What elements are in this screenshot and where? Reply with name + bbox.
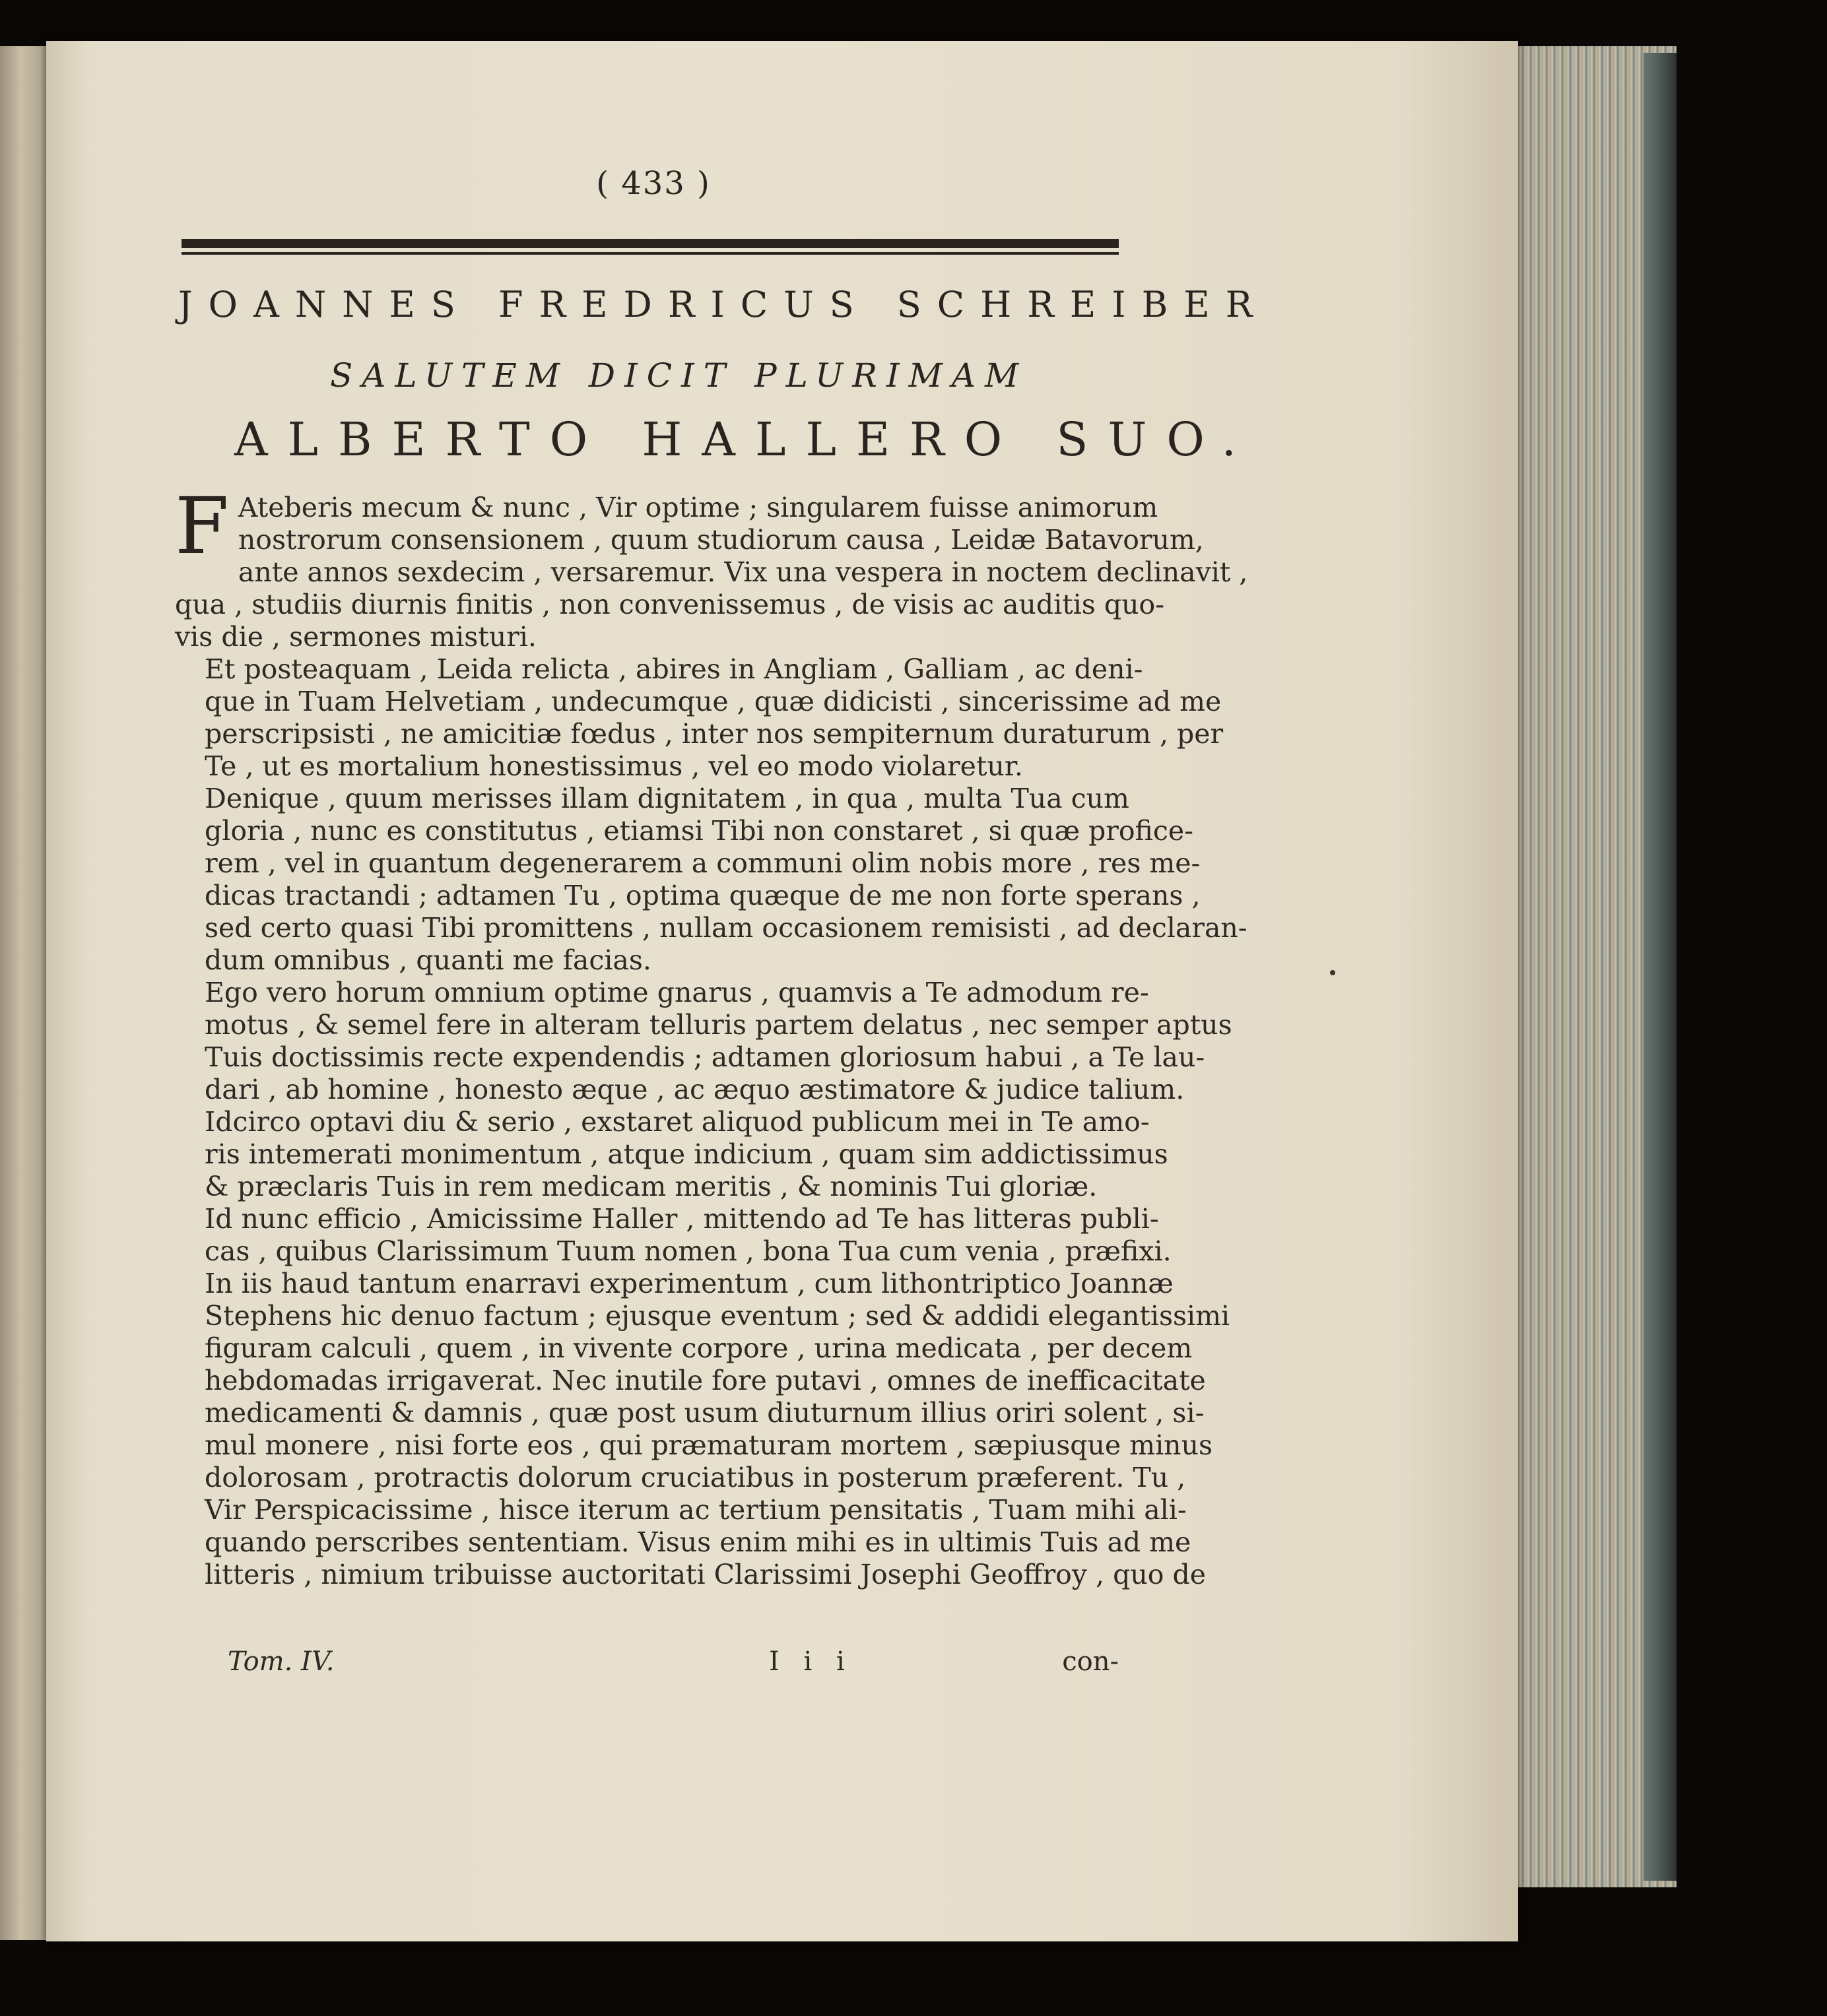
- catchword: con-: [1062, 1646, 1119, 1677]
- text-line: ante annos sexdecim , versaremur. Vix una vespera in noctem declinavit ,: [238, 556, 1248, 588]
- ink-speck: [1330, 970, 1335, 975]
- text-line: figuram calculi , quem , in vivente corpore , urina medicata , per decem: [205, 1332, 1193, 1364]
- paragraph-2: [175, 653, 1224, 783]
- paragraph-6: [175, 1203, 1230, 1591]
- text-line: mul monere , nisi forte eos , qui præmaturam mortem , sæpiusque minus: [205, 1429, 1213, 1461]
- text-line: Ego vero horum omnium optime gnarus , quamvis a Te admodum re-: [205, 977, 1149, 1008]
- text-line: dari , ab homine , honesto æque , ac æquo æstimatore & judice talium.: [205, 1074, 1185, 1105]
- text-line: motus , & semel fere in alteram telluris partem delatus , nec semper aptus: [205, 1009, 1232, 1041]
- text-line: rem , vel in quantum degenerarem a communi olim nobis more , res me-: [205, 847, 1201, 879]
- header-rule: [182, 239, 1119, 248]
- text-line: & præclaris Tuis in rem medicam meritis , & nominis Tui gloriæ.: [205, 1171, 1098, 1202]
- text-line: Denique , quum merisses illam dignitatem , in qua , multa Tua cum: [205, 783, 1129, 814]
- text-line: cas , quibus Clarissimum Tuum nomen , bona Tua cum venia , præfixi.: [205, 1235, 1172, 1267]
- text-line: Vir Perspicacissime , hisce iterum ac tertium pensitatis , Tuam mihi ali-: [205, 1494, 1187, 1526]
- left-page-edge: [0, 46, 51, 1940]
- text-line: dolorosam , protractis dolorum cruciatibus in posterum præferent. Tu ,: [205, 1462, 1186, 1493]
- page-footer: [175, 1646, 1119, 1681]
- text-line: vis die , sermones misturi.: [175, 621, 537, 653]
- text-line: qua , studiis diurnis finitis , non convenissemus , de visis ac auditis quo-: [175, 589, 1165, 620]
- text-line: litteris , nimium tribuisse auctoritati Clarissimi Josephi Geoffroy , quo de: [205, 1559, 1206, 1590]
- text-line: gloria , nunc es constitutus , etiamsi Tibi non constaret , si quæ profice-: [205, 815, 1193, 847]
- paragraph-4: [175, 977, 1232, 1106]
- text-line: Id nunc efficio , Amicissime Haller , mittendo ad Te has litteras publi-: [205, 1203, 1159, 1235]
- text-line: dicas tractandi ; adtamen Tu , optima quæque de me non forte sperans ,: [205, 880, 1201, 911]
- book-cover-edge: [1644, 53, 1677, 1881]
- text-line: nostrorum consensionem , quum studiorum causa , Leidæ Batavorum,: [238, 524, 1204, 556]
- heading-salutation: SALUTEM DICIT PLURIMAM: [330, 356, 1028, 395]
- text-line: sed certo quasi Tibi promittens , nullam occasionem remisisti , ad declaran-: [205, 912, 1247, 944]
- text-line: Stephens hic denuo factum ; ejusque eventum ; sed & addidi elegantissimi: [205, 1300, 1230, 1332]
- paragraph-3: [175, 783, 1247, 977]
- header-rule-thin: [182, 252, 1119, 255]
- text-line: In iis haud tantum enarravi experimentum , cum lithontriptico Joannæ: [205, 1268, 1174, 1299]
- text-line: Ateberis mecum & nunc , Vir optime ; singularem fuisse animorum: [238, 492, 1158, 523]
- page-number: ( 433 ): [596, 165, 711, 202]
- text-line: ris intemerati monimentum , atque indicium , quam sim addictissimus: [205, 1138, 1168, 1170]
- drop-cap: F: [175, 480, 229, 571]
- letter-body: [175, 480, 1248, 1591]
- volume-label: Tom. IV.: [228, 1646, 335, 1677]
- paragraph-5: [175, 1106, 1168, 1203]
- text-line: Et posteaquam , Leida relicta , abires in Angliam , Galliam , ac deni-: [205, 653, 1143, 685]
- heading-recipient: ALBERTO HALLERO SUO.: [234, 412, 1256, 467]
- text-line: Idcirco optavi diu & serio , exstaret aliquod publicum mei in Te amo-: [205, 1106, 1150, 1138]
- heading-author: JOANNES FREDRICUS SCHREIBER: [178, 284, 1269, 325]
- paragraph-1: [175, 480, 1248, 653]
- text-line: Te , ut es mortalium honestissimus , vel eo modo violaretur.: [205, 750, 1023, 782]
- text-line: quando perscribes sententiam. Visus enim mihi es in ultimis Tuis ad me: [205, 1526, 1191, 1558]
- text-line: perscripsisti , ne amicitiæ fœdus , inter nos sempiternum duraturum , per: [205, 718, 1224, 750]
- text-line: medicamenti & damnis , quæ post usum diuturnum illius oriri solent , si-: [205, 1397, 1205, 1429]
- text-line: dum omnibus , quanti me facias.: [205, 944, 651, 976]
- text-line: que in Tuam Helvetiam , undecumque , quæ didicisti , sincerissime ad me: [205, 686, 1222, 717]
- signature-mark: I i i: [769, 1646, 853, 1677]
- text-line: hebdomadas irrigaverat. Nec inutile fore putavi , omnes de inefficacitate: [205, 1365, 1206, 1396]
- text-line: Tuis doctissimis recte expendendis ; adtamen gloriosum habui , a Te lau-: [205, 1041, 1205, 1073]
